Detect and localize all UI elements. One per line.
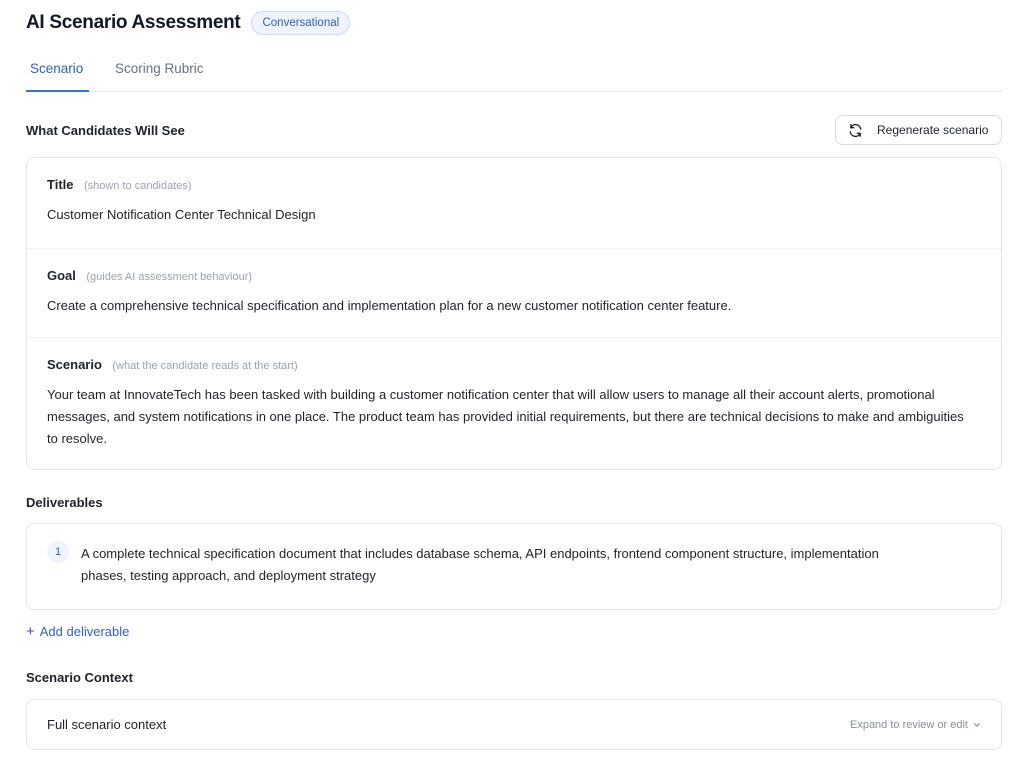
add-deliverable-button[interactable]: [26, 624, 129, 639]
tab-scoring-rubric[interactable]: Scoring Rubric: [115, 61, 204, 76]
scenario-context-heading: Scenario Context: [26, 670, 133, 685]
scenario-field[interactable]: [27, 337, 1001, 470]
deliverables-card: [26, 523, 1002, 610]
expand-toggle[interactable]: [850, 719, 981, 731]
deliverable-item[interactable]: [47, 544, 881, 587]
tab-scenario[interactable]: Scenario: [26, 48, 89, 91]
deliverable-text[interactable]: A complete technical specification document that includes database schema, API endpoints, frontend component structure, implementation phases, testing approach, and deployment strategy: [81, 546, 879, 583]
goal-field-hint: (guides AI assessment behaviour): [86, 271, 253, 283]
tab-bar: [26, 48, 1002, 92]
goal-field-label: Goal: [47, 268, 76, 283]
regenerate-scenario-button[interactable]: [835, 115, 1002, 145]
plus-icon: +: [26, 622, 35, 640]
scenario-context-card[interactable]: [26, 699, 1002, 750]
scenario-field-value[interactable]: Your team at InnovateTech has been tasked with building a customer notification center that will allow users to manage all their account alerts, promotional messages, and system notifications in one place. The product team has provided initial requirements, but there are technical decisions to make and ambiguities to resolve.: [47, 387, 964, 446]
candidate-view-card: [26, 157, 1002, 470]
scenario-context-label: Full scenario context: [47, 717, 167, 732]
page-header: [26, 10, 350, 36]
goal-field-value[interactable]: Create a comprehensive technical specification and implementation plan for a new customer notification center feature.: [47, 298, 732, 313]
title-field-value[interactable]: Customer Notification Center Technical Design: [47, 207, 316, 222]
mode-badge: Conversational: [251, 11, 350, 35]
add-deliverable-label: Add deliverable: [39, 624, 130, 639]
title-field-hint: (shown to candidates): [83, 180, 192, 192]
expand-label: Expand to review or edit: [849, 718, 968, 731]
candidates-section-heading: What Candidates Will See: [26, 123, 185, 138]
regenerate-scenario-label: Regenerate scenario: [877, 123, 989, 137]
page-title: AI Scenario Assessment: [26, 12, 241, 33]
refresh-icon: [848, 123, 863, 138]
title-field-label: Title: [47, 177, 74, 192]
scenario-field-hint: (what the candidate reads at the start): [112, 360, 298, 372]
scenario-field-label: Scenario: [47, 357, 102, 372]
title-field[interactable]: [27, 158, 1001, 248]
chevron-down-icon: [973, 721, 981, 729]
goal-field[interactable]: [27, 248, 1001, 337]
deliverables-heading: Deliverables: [26, 495, 103, 510]
deliverable-number: 1: [47, 541, 69, 563]
